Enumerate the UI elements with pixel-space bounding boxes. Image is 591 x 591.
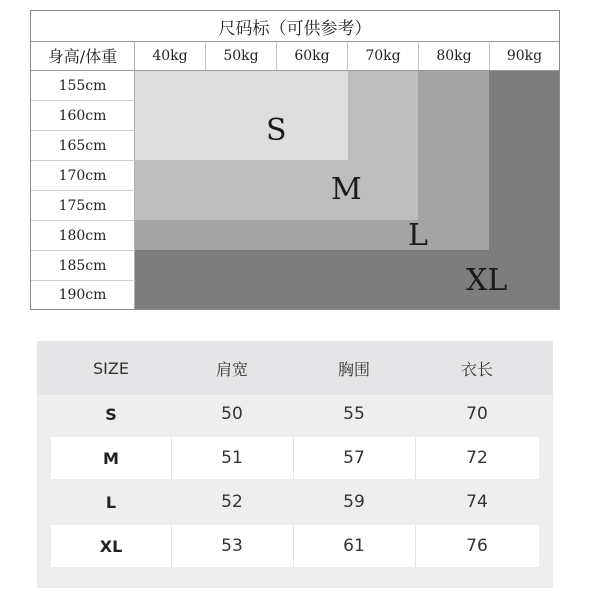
size-zone-label-l: L bbox=[408, 218, 428, 253]
size-zone-label-xl: XL bbox=[466, 263, 508, 298]
header-shoulder: 肩宽 bbox=[215, 359, 248, 379]
chest-cell: 55 bbox=[343, 404, 365, 424]
shoulder-cell: 51 bbox=[221, 448, 243, 468]
size-cell: XL bbox=[99, 536, 123, 556]
weight-header-cell: 60kg bbox=[277, 41, 348, 70]
weight-header-cell: 70kg bbox=[348, 41, 419, 70]
table-row bbox=[51, 525, 539, 567]
weight-header-cell: 40kg bbox=[135, 41, 206, 70]
size-cell: S bbox=[105, 404, 117, 424]
shoulder-cell: 53 bbox=[221, 536, 243, 556]
header-length: 衣长 bbox=[460, 359, 493, 379]
size-cell: M bbox=[103, 448, 119, 468]
weight-header-cell: 50kg bbox=[206, 41, 277, 70]
measurement-table bbox=[37, 341, 553, 588]
header-chest: 胸围 bbox=[337, 359, 370, 379]
chest-cell: 61 bbox=[343, 536, 365, 556]
height-label: 175cm bbox=[31, 191, 135, 221]
height-label: 190cm bbox=[31, 281, 135, 309]
shoulder-cell: 52 bbox=[221, 492, 243, 512]
header-size: SIZE bbox=[93, 358, 129, 378]
table-header-row bbox=[37, 341, 553, 395]
chest-cell: 57 bbox=[343, 448, 365, 468]
height-label: 155cm bbox=[31, 71, 135, 101]
size-zone-label-s: S bbox=[266, 113, 287, 148]
length-cell: 72 bbox=[466, 448, 488, 468]
size-cell: L bbox=[105, 492, 117, 512]
size-chart bbox=[30, 10, 560, 310]
length-cell: 76 bbox=[466, 536, 488, 556]
chart-title: 尺码标（可供参考） bbox=[31, 11, 559, 42]
length-cell: 74 bbox=[466, 492, 488, 512]
size-zone-label-m: M bbox=[331, 172, 362, 207]
shoulder-cell: 50 bbox=[221, 404, 243, 424]
height-label: 170cm bbox=[31, 161, 135, 191]
weight-header-cell: 90kg bbox=[506, 47, 543, 64]
size-zone-s bbox=[135, 71, 348, 160]
height-label: 185cm bbox=[31, 251, 135, 281]
height-label: 160cm bbox=[31, 101, 135, 131]
length-cell: 70 bbox=[466, 404, 488, 424]
table-row bbox=[51, 393, 539, 435]
weight-header-cell: 80kg bbox=[419, 41, 490, 70]
height-weight-corner-label: 身高/体重 bbox=[31, 41, 135, 70]
height-label: 165cm bbox=[31, 131, 135, 161]
weight-header-row bbox=[31, 41, 559, 71]
table-row bbox=[51, 481, 539, 523]
table-row bbox=[51, 437, 539, 479]
chest-cell: 59 bbox=[343, 492, 365, 512]
height-label: 180cm bbox=[31, 221, 135, 251]
